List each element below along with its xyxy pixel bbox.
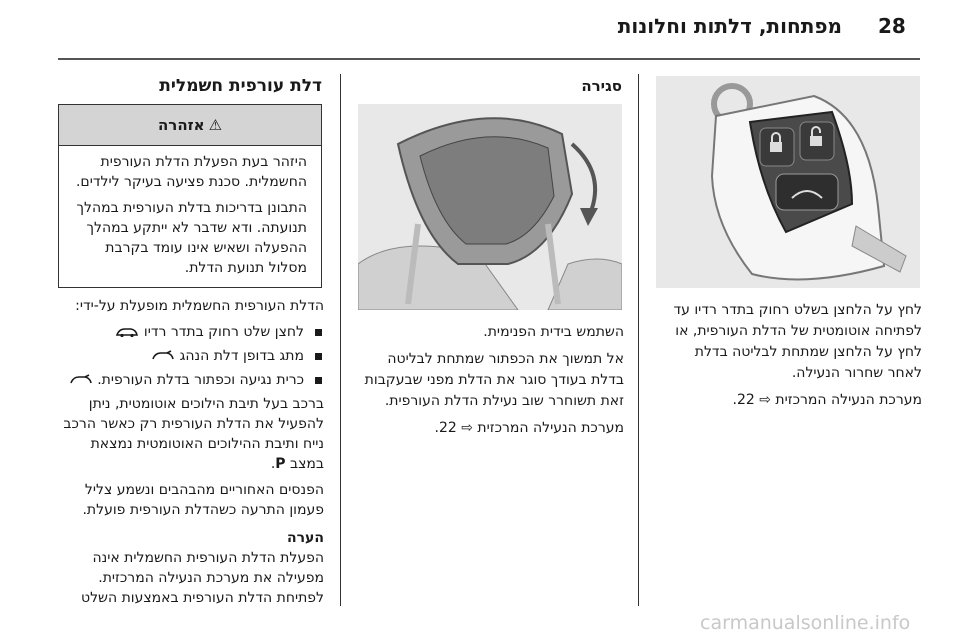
paragraph-tail-lights: הפנסים האחוריים מהבהבים ונשמע צליל פעמון התרעה כשהדלת העורפית פועלת. (82, 482, 324, 518)
reference-arrow-icon: ⇨ (759, 392, 771, 408)
gear-position-p: P (275, 456, 286, 472)
reference-text: מערכת הנעילה המרכזית (477, 420, 624, 436)
note-text: הפעלת הדלת העורפית החשמלית אינה מפעילה את מערכת הנעילה המרכזית. לפתיחת הדלת העורפית באמצעות השלט (81, 550, 324, 606)
car-remote-icon (115, 326, 139, 338)
warning-header (59, 105, 321, 146)
warning-triangle-icon: ⚠ (208, 116, 223, 134)
tailgate-closing-image (358, 104, 622, 310)
warning-box (58, 104, 322, 288)
paragraph-do-not-pull: אל תמשוך את הכפתור שמתחת לבליטה בדלת בעודך סוגר את הדלת מפני שבעקבות זאת תשוחרר שוב נעילת הדלת העורפית. (364, 351, 624, 409)
operation-methods-list (58, 322, 324, 390)
paragraph-open-remote: לחץ על הלחצן בשלט רחוק בתדר רדיו עד לפתיחה אוטומטית של הדלת העורפית, או לחץ על הלחצן שמתחת לבליטה בדלת לאחר שחרור הנעילה. (673, 302, 922, 381)
list-item: מתג בדופן דלת הנהג (58, 346, 324, 366)
list-item: לחצן שלט רחוק בתדר רדיו (58, 322, 324, 342)
watermark: carmanualsonline.info (700, 612, 911, 634)
cross-reference: מערכת הנעילה המרכזית ⇨ 22. (434, 420, 624, 436)
paragraph-automatic-transmission: ברכב בעל תיבת הילוכים אוטומטית, ניתן להפעיל את הדלת העורפית רק כאשר הרכב נייח ותיבת ההילוכים האוטומטית נמצאת במצב P. (63, 396, 324, 472)
page-title: מפתחות, דלתות וחלונות (617, 14, 842, 38)
column-middle-text (358, 322, 624, 445)
warning-title: אזהרה (157, 116, 205, 134)
note-heading: הערה (287, 530, 324, 546)
list-item: כרית נגיעה וכפתור בדלת העורפית. (58, 370, 324, 390)
tailgate-touchpad-icon (69, 374, 93, 386)
paragraph-inner-handle: השתמש בידית הפנימית. (483, 324, 624, 340)
page-number: 28 (878, 14, 906, 38)
remote-key-image (656, 76, 920, 288)
header-rule (58, 58, 920, 60)
column-right-text (656, 300, 922, 417)
warning-paragraph-2: התבונן בדריכות בדלת העורפית במהלך תנועתה. ודא שדבר לא ייתקע במהלך ההפעלה ושאיש אינו עומד בקרבת מסלול תנועת הדלת. (76, 200, 307, 276)
section-heading-power-tailgate: דלת עורפית חשמלית (159, 76, 322, 96)
column-divider-right (638, 74, 639, 606)
reference-page: 22 (438, 420, 457, 436)
section-heading-closing: סגירה (581, 77, 622, 95)
column-divider-left (340, 74, 341, 606)
reference-page: 22 (736, 392, 755, 408)
reference-arrow-icon: ⇨ (461, 420, 473, 436)
paragraph-operated-by: הדלת העורפית החשמלית מופעלת על-ידי: (75, 298, 324, 314)
tailgate-switch-icon (151, 350, 175, 362)
cross-reference: מערכת הנעילה המרכזית ⇨ 22. (732, 392, 922, 408)
reference-text: מערכת הנעילה המרכזית (775, 392, 922, 408)
column-left-text (58, 296, 324, 614)
warning-paragraph-1: היזהר בעת הפעלת הדלת העורפית החשמלית. סכנת פציעה בעיקר לילדים. (75, 154, 307, 190)
